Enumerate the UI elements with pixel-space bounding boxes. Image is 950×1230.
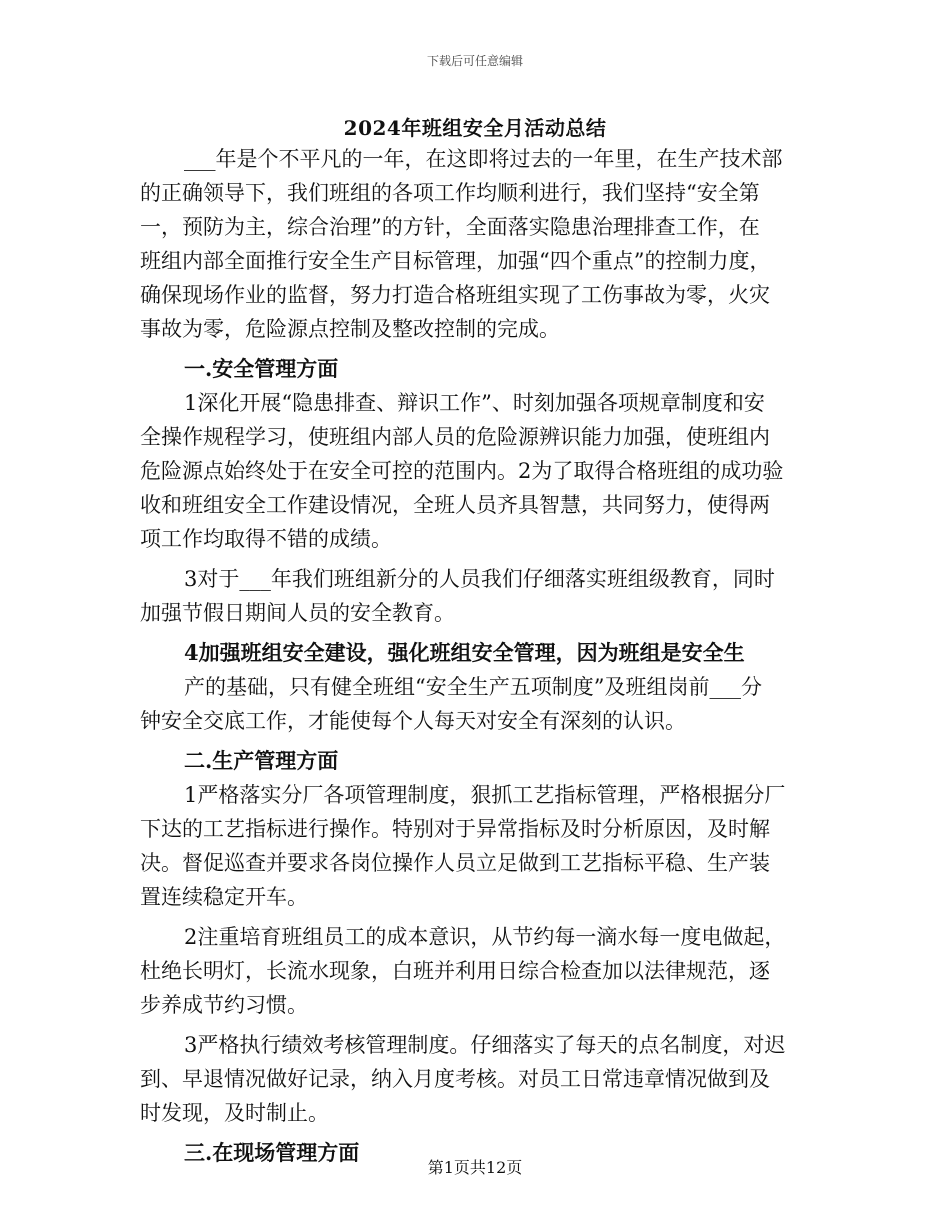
paragraph-line: 2注重培育班组员工的成本意识，从节约每一滴水每一度电做起， [184, 925, 786, 949]
paragraph-line: 下达的工艺指标进行操作。特别对于异常指标及时分析原因，及时解 [140, 817, 770, 841]
paragraph-line: 钟安全交底工作，才能使每个人每天对安全有深刻的认识。 [140, 709, 686, 733]
document-body [140, 142, 820, 1170]
section-heading-line: 二.生产管理方面 [184, 748, 339, 773]
paragraph-line: 确保现场作业的监督，努力打造合格班组实现了工伤事故为零，火灾 [140, 283, 770, 307]
paragraph-line: 全操作规程学习，使班组内部人员的危险源辨识能力加强，使班组内 [140, 425, 770, 449]
paragraph-line: 事故为零，危险源点控制及整改控制的完成。 [140, 317, 560, 341]
section-heading-line: 4加强班组安全建设，强化班组安全管理，因为班组是安全生 [184, 640, 745, 665]
paragraph-line: 决。督促巡查并要求各岗位操作人员立足做到工艺指标平稳、生产装 [140, 851, 770, 875]
paragraph-line: 收和班组安全工作建设情况，全班人员齐具智慧，共同努力，使得两 [140, 493, 770, 517]
paragraph-line: 置连续稳定开车。 [140, 885, 308, 909]
section-heading-line: 一.安全管理方面 [184, 356, 339, 381]
paragraph-line: 一，预防为主，综合治理”的方针，全面落实隐患治理排查工作，在 [140, 215, 760, 239]
page-header: 下载后可任意编辑 [426, 54, 523, 68]
page-footer: 第1页共12页 [427, 1158, 523, 1177]
paragraph-line: ___年是个不平凡的一年，在这即将过去的一年里，在生产技术部 [184, 147, 783, 171]
paragraph-line: 班组内部全面推行安全生产目标管理，加强“四个重点”的控制力度， [140, 249, 771, 273]
paragraph-line: 加强节假日期间人员的安全教育。 [140, 601, 455, 625]
paragraph-line: 到、早退情况做好记录，纳入月度考核。对员工日常违章情况做到及 [140, 1067, 770, 1091]
paragraph-line: 产的基础，只有健全班组“安全生产五项制度”及班组岗前___分 [184, 675, 762, 699]
paragraph-line: 时发现，及时制止。 [140, 1101, 329, 1125]
paragraph-line: 1深化开展“隐患排查、辩识工作”、时刻加强各项规章制度和安 [184, 391, 765, 415]
document-title: 2024年班组安全月活动总结 [343, 116, 607, 140]
paragraph-line: 的正确领导下，我们班组的各项工作均顺利进行，我们坚持“安全第 [140, 181, 760, 205]
section-heading-line: 三.在现场管理方面 [184, 1140, 360, 1165]
paragraph-line: 3对于___年我们班组新分的人员我们仔细落实班组级教育，同时 [184, 567, 775, 591]
paragraph-line: 1严格落实分厂各项管理制度，狠抓工艺指标管理，严格根据分厂 [184, 783, 786, 807]
paragraph-line: 步养成节约习惯。 [140, 993, 308, 1017]
paragraph-line: 危险源点始终处于在安全可控的范围内。2为了取得合格班组的成功验 [140, 459, 784, 483]
paragraph-line: 杜绝长明灯，长流水现象，白班并利用日综合检查加以法律规范，逐 [140, 959, 770, 983]
paragraph-line: 3严格执行绩效考核管理制度。仔细落实了每天的点名制度，对迟 [184, 1033, 786, 1057]
paragraph-line: 项工作均取得不错的成绩。 [140, 527, 392, 551]
